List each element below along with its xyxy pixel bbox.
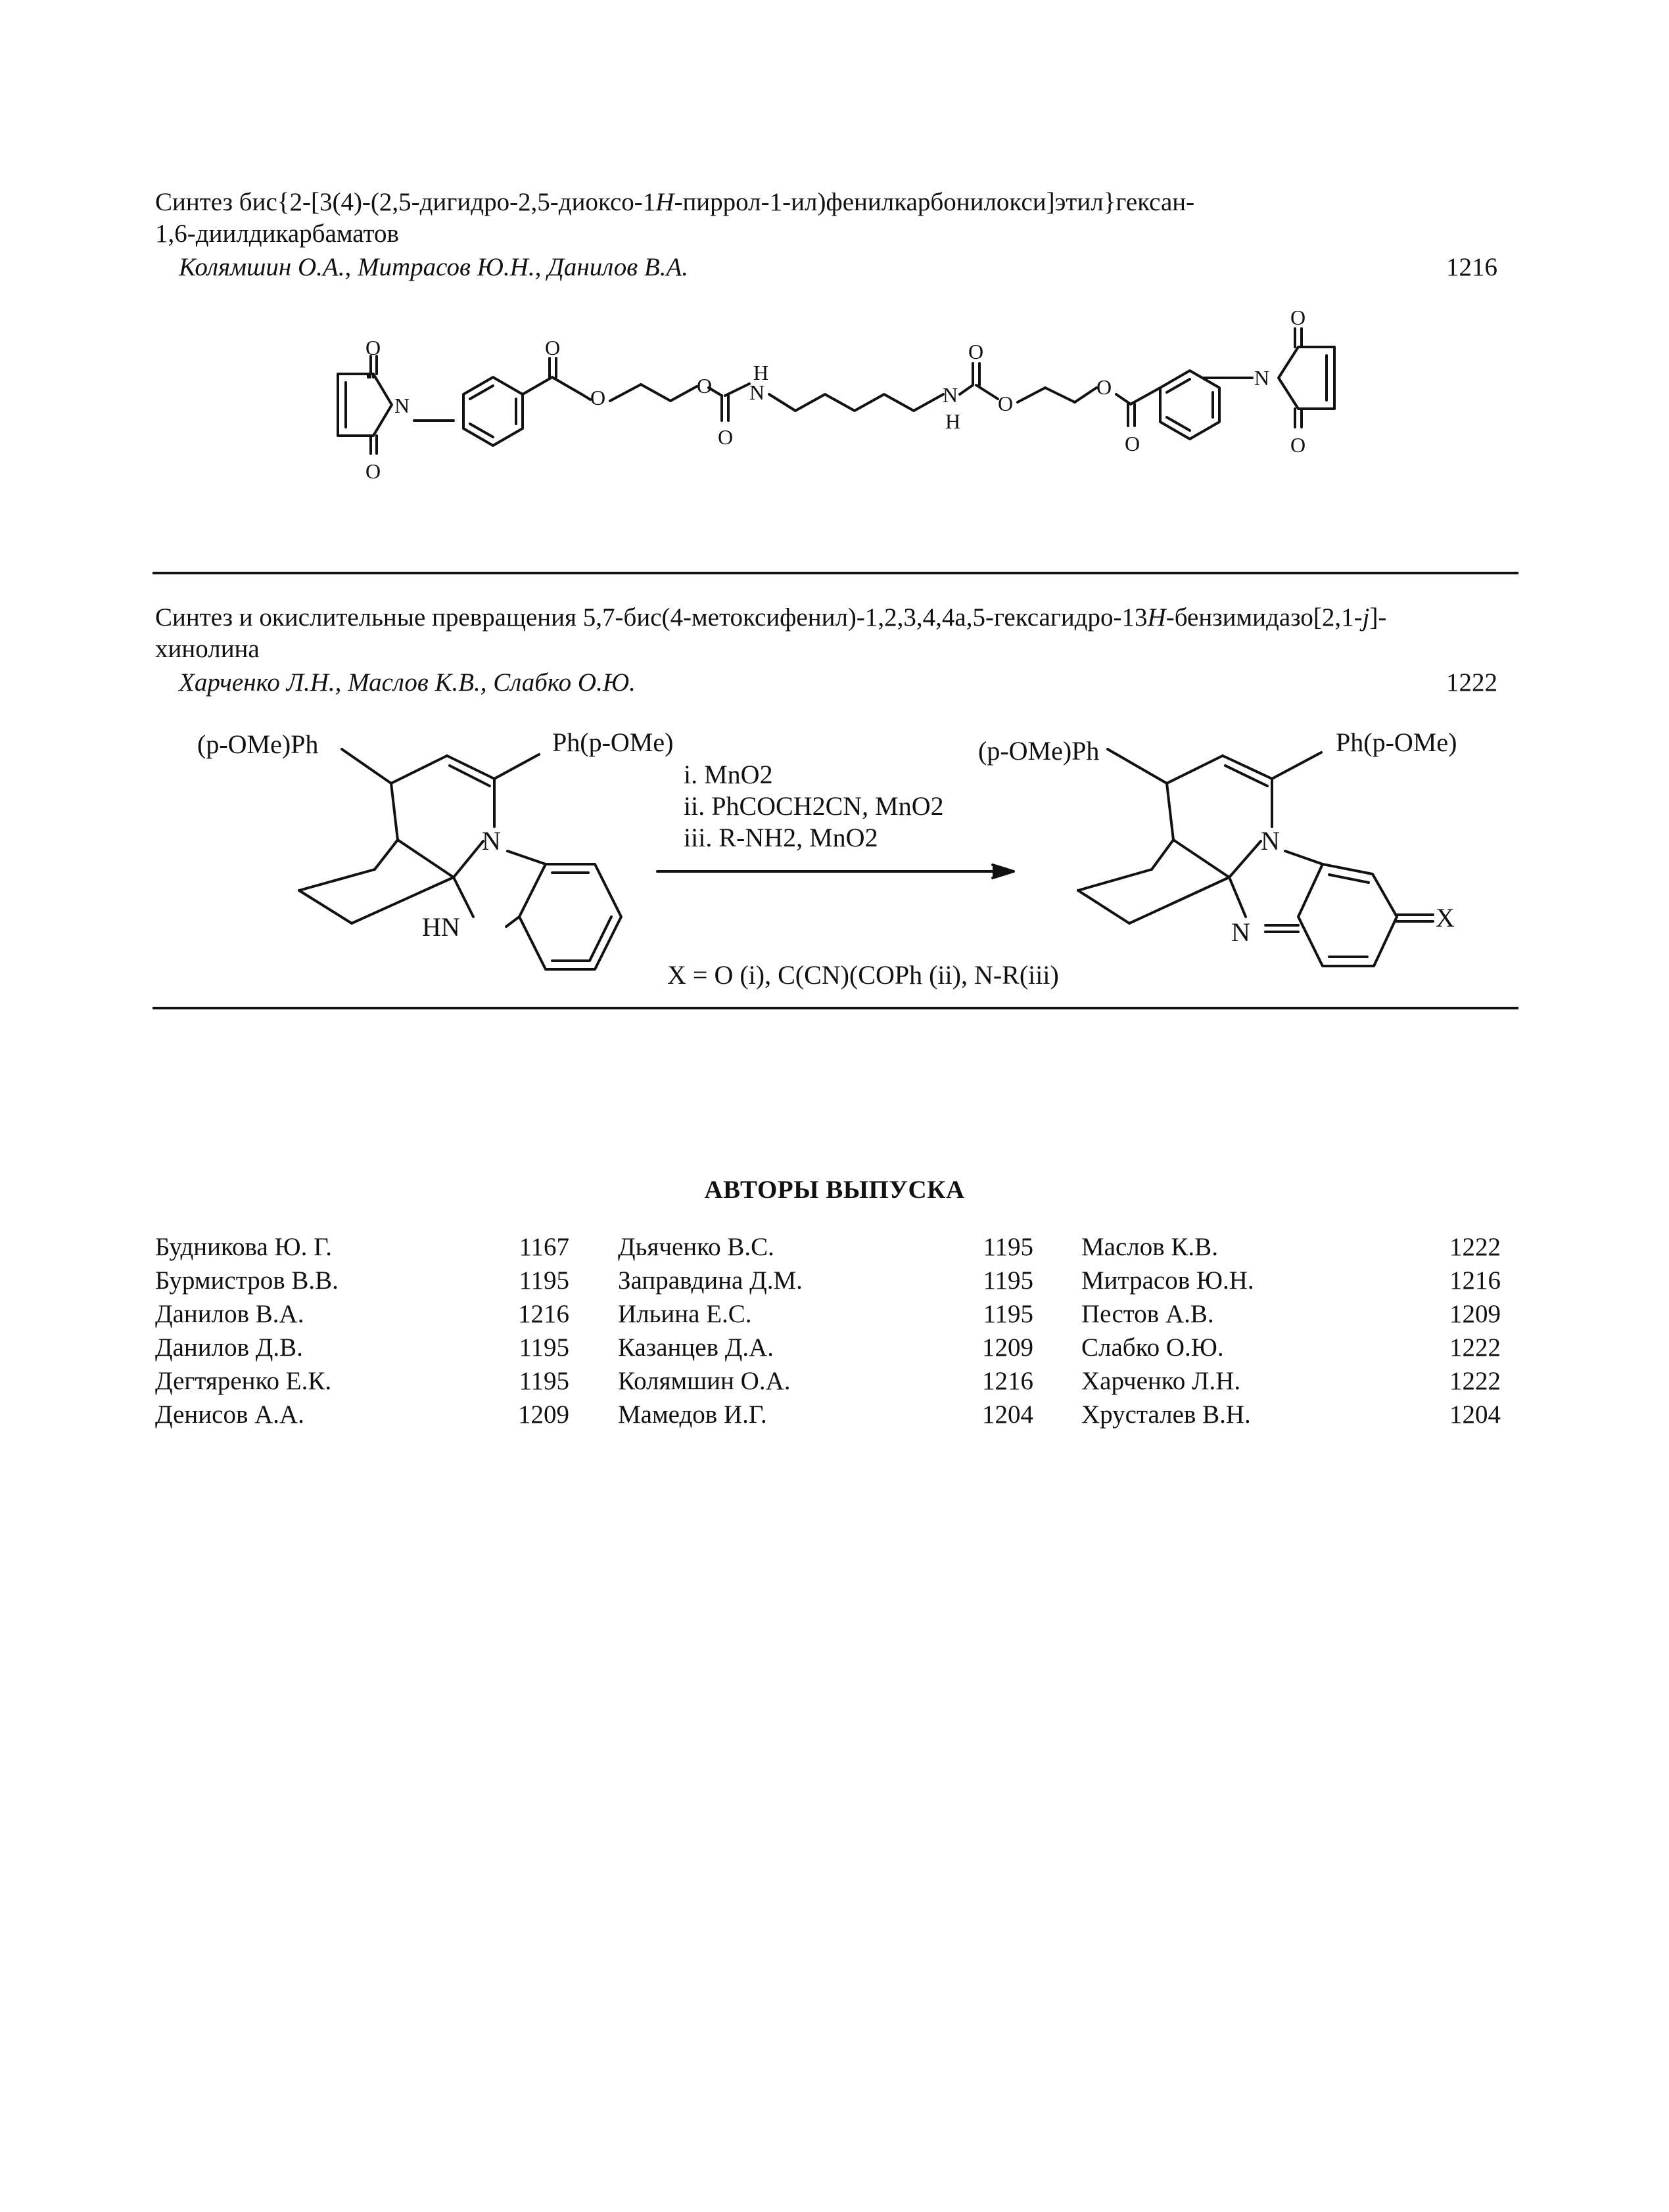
atom-o: O (1096, 375, 1112, 399)
reaction-step-2: ii. PhCOCH2CN, MnO2 (684, 791, 944, 821)
atom-n: N (749, 380, 765, 404)
atom-o: O (545, 336, 561, 359)
atom-n: N (394, 394, 410, 417)
scheme-legend: X = O (i), C(CN)(COPh (ii), N-R(iii) (667, 960, 1059, 990)
author-index-column-2 (618, 1230, 1033, 1431)
atom-o: O (590, 386, 606, 409)
index-entry: Казанцев Д.А. 1209 (618, 1333, 1033, 1362)
index-entry: Харченко Л.Н. 1222 (1081, 1367, 1501, 1395)
atom-o: O (1290, 306, 1306, 329)
atom-o: O (718, 425, 734, 449)
index-entry: Заправдина Д.М. 1195 (618, 1266, 1033, 1295)
left-hn-label: HN (422, 912, 460, 942)
author-index-heading: АВТОРЫ ВЫПУСКА (704, 1176, 965, 1204)
section-divider (153, 572, 1518, 574)
index-entry: Мамедов И.Г. 1204 (618, 1400, 1033, 1429)
index-entry: Денисов А.А. 1209 (155, 1400, 569, 1429)
reaction-step-3: iii. R-NH2, MnO2 (684, 823, 878, 852)
reaction-step-1: i. MnO2 (684, 760, 773, 789)
left-substituent-left: (p-OMe)Ph (197, 729, 319, 759)
index-entry: Данилов Д.В. 1195 (155, 1333, 569, 1362)
x-label: X (1436, 903, 1455, 933)
atom-o: O (365, 459, 381, 483)
right-n-label-lower: N (1231, 917, 1250, 947)
atom-o: O (697, 374, 713, 398)
atom-o: O (1290, 433, 1306, 457)
right-substituent-right: Ph(p-OMe) (1336, 727, 1457, 757)
index-entry: Слабко О.Ю. 1222 (1081, 1333, 1501, 1362)
article1-title-line2: 1,6-диилдикарбаматов (155, 219, 399, 248)
index-entry: Хрусталев В.Н. 1204 (1081, 1400, 1501, 1429)
right-n-label: N (1261, 826, 1280, 856)
atom-h: H (945, 409, 961, 433)
article2-authors: Харченко Л.Н., Маслов К.В., Слабко О.Ю. (179, 668, 636, 697)
atom-h: H (753, 361, 769, 384)
atom-o: O (968, 340, 984, 363)
article1-structure (0, 289, 1669, 526)
index-entry: Будникова Ю. Г. 1167 (155, 1233, 569, 1261)
article2-page-number: 1222 (1446, 668, 1497, 697)
article2-title-line2: хинолина (155, 635, 260, 663)
index-entry: Дьяченко В.С. 1195 (618, 1233, 1033, 1261)
article1-page-number: 1216 (1446, 253, 1497, 281)
author-index-column-1 (155, 1230, 569, 1431)
index-entry: Маслов К.В. 1222 (1081, 1233, 1501, 1261)
index-entry: Пестов А.В. 1209 (1081, 1300, 1501, 1328)
atom-n: N (943, 383, 958, 407)
index-entry: Митрасов Ю.Н. 1216 (1081, 1266, 1501, 1295)
atom-o: O (365, 336, 381, 359)
article1-authors: Колямшин О.А., Митрасов Ю.Н., Данилов В.А. (179, 253, 689, 281)
atom-o: O (1125, 432, 1140, 455)
left-substituent-right: Ph(p-OMe) (552, 727, 674, 757)
atom-n: N (1254, 366, 1270, 390)
index-entry: Ильина Е.С. 1195 (618, 1300, 1033, 1328)
index-entry: Данилов В.А. 1216 (155, 1300, 569, 1328)
author-index-column-3 (1081, 1230, 1501, 1431)
atom-o: O (998, 392, 1014, 415)
left-n-label: N (482, 826, 501, 856)
article2-title: Синтез и окислительные превращения 5,7-бис(4-метоксифенил)-1,2,3,4,4а,5-гексагидро-13H-бензимидазо[2,1-j]- (155, 603, 1387, 632)
index-entry: Дегтяренко Е.К. 1195 (155, 1367, 569, 1395)
section-divider (153, 1007, 1518, 1009)
index-entry: Колямшин О.А. 1216 (618, 1367, 1033, 1395)
right-substituent-left: (p-OMe)Ph (978, 736, 1100, 766)
index-entry: Бурмистров В.В. 1195 (155, 1266, 569, 1295)
article1-title: Синтез бис{2-[3(4)-(2,5-дигидро-2,5-диоксо-1H-пиррол-1-ил)фенилкарбонилокси]этил}гексан- (155, 188, 1195, 216)
reaction-scheme (0, 710, 1669, 1012)
